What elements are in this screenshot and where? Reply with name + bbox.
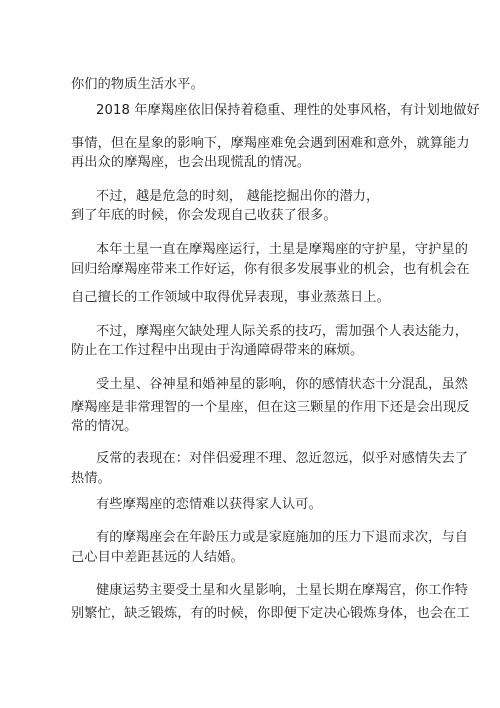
text-line: 2018 年摩羯座依旧保持着稳重、理性的处事风格，有计划地做好	[96, 103, 480, 118]
text-line: 健康运势主要受土星和火星影响，土星长期在摩羯宫，你工作特	[96, 583, 469, 598]
text-line: 再出众的摩羯座，也会出现慌乱的情况。	[71, 155, 311, 170]
text-line: 不过，越是危急的时刻， 越能挖掘出你的潜力，	[96, 189, 380, 204]
text-line: 己心目中差距甚远的人结婚。	[71, 550, 244, 565]
text-line: 回归给摩羯座带来工作好运，你有很多发展事业的机会，也有机会在	[71, 262, 470, 277]
text-line: 别繁忙，缺乏锻炼，有的时候，你即便下定决心锻炼身体，也会在工	[71, 606, 470, 621]
text-line: 热情。	[71, 471, 111, 486]
text-line: 常的情况。	[71, 419, 138, 434]
text-line: 事情，但在星象的影响下，摩羯座难免会遇到困难和意外，就算能力	[71, 136, 470, 151]
text-line: 自己擅长的工作领域中取得优异表现，事业蒸蒸日上。	[71, 290, 390, 305]
text-line: 到了年底的时候，你会发现自己收获了很多。	[71, 208, 337, 223]
text-line: 摩羯座是非常理智的一个星座，但在这三颗星的作用下还是会出现反	[71, 400, 470, 415]
text-line: 防止在工作过程中出现由于沟通障碍带来的麻烦。	[71, 343, 364, 358]
text-line: 本年土星一直在摩羯座运行，土星是摩羯座的守护星，守护星的	[96, 242, 469, 257]
text-line: 你们的物质生活水平。	[71, 77, 204, 92]
text-line: 不过，摩羯座欠缺处理人际关系的技巧，需加强个人表达能力，	[96, 324, 469, 339]
text-line: 反常的表现在：对伴侣爱理不理、忽近忽远，似乎对感情失去了	[96, 451, 469, 466]
text-line: 有的摩羯座会在年龄压力或是家庭施加的压力下退而求次，与自	[96, 530, 469, 545]
text-line: 有些摩羯座的恋情难以获得家人认可。	[96, 497, 322, 512]
text-line: 受土星、谷神星和婚神星的影响，你的感情状态十分混乱，虽然	[96, 377, 469, 392]
